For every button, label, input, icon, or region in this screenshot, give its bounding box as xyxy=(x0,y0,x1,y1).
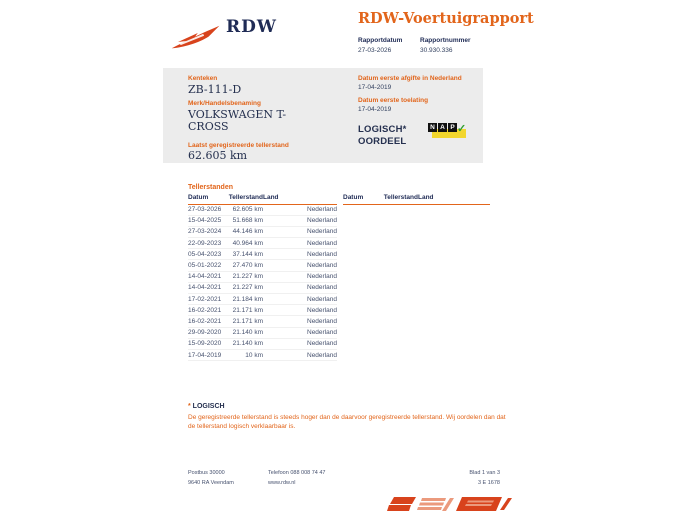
col-header-land: Land xyxy=(263,193,337,204)
row-land: Nederland xyxy=(263,282,337,293)
row-land: Nederland xyxy=(263,226,337,237)
table-header-row xyxy=(188,193,337,204)
row-land: Nederland xyxy=(263,204,337,215)
rdw-decorative-stripes xyxy=(384,495,524,513)
row-datum: 16-02-2021 xyxy=(188,316,228,327)
merk-label: Merk/Handelsbenaming xyxy=(188,100,261,107)
col-header-tellerstand: Tellerstand xyxy=(383,193,418,204)
table-row xyxy=(188,226,337,237)
vehicle-summary-panel xyxy=(163,68,483,163)
row-land: Nederland xyxy=(263,249,337,260)
row-tellerstand: 21.171 km xyxy=(228,316,263,327)
nap-letter-n: N xyxy=(428,123,437,132)
row-land: Nederland xyxy=(263,294,337,305)
row-datum: 15-09-2020 xyxy=(188,338,228,349)
rdw-wordmark: RDW xyxy=(226,17,277,37)
row-tellerstand: 37.144 km xyxy=(228,249,263,260)
row-tellerstand: 21.171 km xyxy=(228,305,263,316)
row-land: Nederland xyxy=(263,349,337,360)
table-row xyxy=(188,338,337,349)
table-row xyxy=(188,282,337,293)
row-datum: 17-04-2019 xyxy=(188,349,228,360)
row-datum: 16-02-2021 xyxy=(188,305,228,316)
table-row xyxy=(188,305,337,316)
row-tellerstand: 21.227 km xyxy=(228,282,263,293)
footer-address-2: 9640 RA Veendam xyxy=(188,480,234,486)
kenteken-label: Kenteken xyxy=(188,75,218,82)
table-row xyxy=(188,349,337,360)
row-land: Nederland xyxy=(263,316,337,327)
footer-address-1: Postbus 30000 xyxy=(188,470,225,476)
row-tellerstand: 21.227 km xyxy=(228,271,263,282)
report-number-value: 30.930.336 xyxy=(420,46,453,54)
nap-letter-p: P xyxy=(448,123,457,132)
logisch-footnote xyxy=(188,403,508,431)
row-land: Nederland xyxy=(263,271,337,282)
tellerstand-value: 62.605 km xyxy=(188,149,248,162)
row-datum: 17-02-2021 xyxy=(188,294,228,305)
row-tellerstand: 21.184 km xyxy=(228,294,263,305)
row-datum: 15-04-2025 xyxy=(188,215,228,226)
footer-phone: Telefoon 088 008 74 47 xyxy=(268,470,326,476)
row-land: Nederland xyxy=(263,327,337,338)
row-land: Nederland xyxy=(263,215,337,226)
row-tellerstand: 27.470 km xyxy=(228,260,263,271)
row-tellerstand: 40.964 km xyxy=(228,238,263,249)
col-header-land: Land xyxy=(418,193,490,204)
report-date-label: Rapportdatum xyxy=(358,37,403,44)
rdw-wing-logo-icon xyxy=(170,24,222,51)
kenteken-value: ZB-111-D xyxy=(188,82,242,96)
row-land: Nederland xyxy=(263,260,337,271)
nap-letter-a: A xyxy=(438,123,447,132)
table-row xyxy=(188,215,337,226)
row-datum: 05-04-2023 xyxy=(188,249,228,260)
row-datum: 29-09-2020 xyxy=(188,327,228,338)
footnote-asterisk: * xyxy=(188,403,193,410)
row-tellerstand: 21.140 km xyxy=(228,327,263,338)
row-tellerstand: 62.605 km xyxy=(228,204,263,215)
report-date-value: 27-03-2026 xyxy=(358,46,392,54)
row-tellerstand: 10 km xyxy=(228,349,263,360)
report-number-label: Rapportnummer xyxy=(420,37,471,44)
row-tellerstand: 51.668 km xyxy=(228,215,263,226)
row-datum: 14-04-2021 xyxy=(188,282,228,293)
col-header-tellerstand: Tellerstand xyxy=(228,193,263,204)
row-tellerstand: 44.146 km xyxy=(228,226,263,237)
tellerstanden-table-left xyxy=(188,193,337,361)
report-title: RDW-Voertuigrapport xyxy=(358,10,534,27)
table-row xyxy=(188,294,337,305)
tellerstand-label: Laatst geregistreerde tellerstand xyxy=(188,141,289,149)
oordeel-text: LOGISCH* OORDEEL xyxy=(358,124,407,147)
col-header-datum: Datum xyxy=(343,193,383,204)
footer-website: www.rdw.nl xyxy=(268,480,296,486)
row-land: Nederland xyxy=(263,238,337,249)
footer-page-number: Blad 1 van 3 xyxy=(469,470,500,476)
footnote-text: De geregistreerde tellerstand is steeds hoger dan de daarvoor geregistreerde tellerstand. Wij oordelen dan dat de tellerstand logisch verklaarbaar is. xyxy=(188,414,506,430)
table-row xyxy=(188,204,337,215)
row-land: Nederland xyxy=(263,305,337,316)
row-datum: 05-01-2022 xyxy=(188,260,228,271)
col-header-datum: Datum xyxy=(188,193,228,204)
row-datum: 22-09-2023 xyxy=(188,238,228,249)
afgifte-value: 17-04-2019 xyxy=(358,84,392,91)
row-land: Nederland xyxy=(263,338,337,349)
table-row xyxy=(188,260,337,271)
table-row xyxy=(188,327,337,338)
table-row xyxy=(188,249,337,260)
afgifte-label: Datum eerste afgifte in Nederland xyxy=(358,75,462,82)
table-row xyxy=(188,316,337,327)
table-header-row xyxy=(343,193,490,204)
nap-checkmark-icon: ✓ xyxy=(457,123,467,135)
nap-logo xyxy=(428,123,470,140)
table-row xyxy=(188,238,337,249)
row-datum: 14-04-2021 xyxy=(188,271,228,282)
row-datum: 27-03-2024 xyxy=(188,226,228,237)
row-datum: 27-03-2026 xyxy=(188,204,228,215)
row-tellerstand: 21.140 km xyxy=(228,338,263,349)
footer-form-code: 3 E 1678 xyxy=(477,480,500,486)
footnote-title: * LOGISCH xyxy=(188,403,225,410)
report-meta xyxy=(358,37,471,54)
tellerstanden-heading: Tellerstanden xyxy=(188,184,233,191)
toelating-value: 17-04-2019 xyxy=(358,106,392,113)
tellerstanden-table-right xyxy=(343,193,490,205)
table-row xyxy=(188,271,337,282)
toelating-label: Datum eerste toelating xyxy=(358,97,429,104)
merk-value: VOLKSWAGEN T-CROSS xyxy=(188,107,287,133)
